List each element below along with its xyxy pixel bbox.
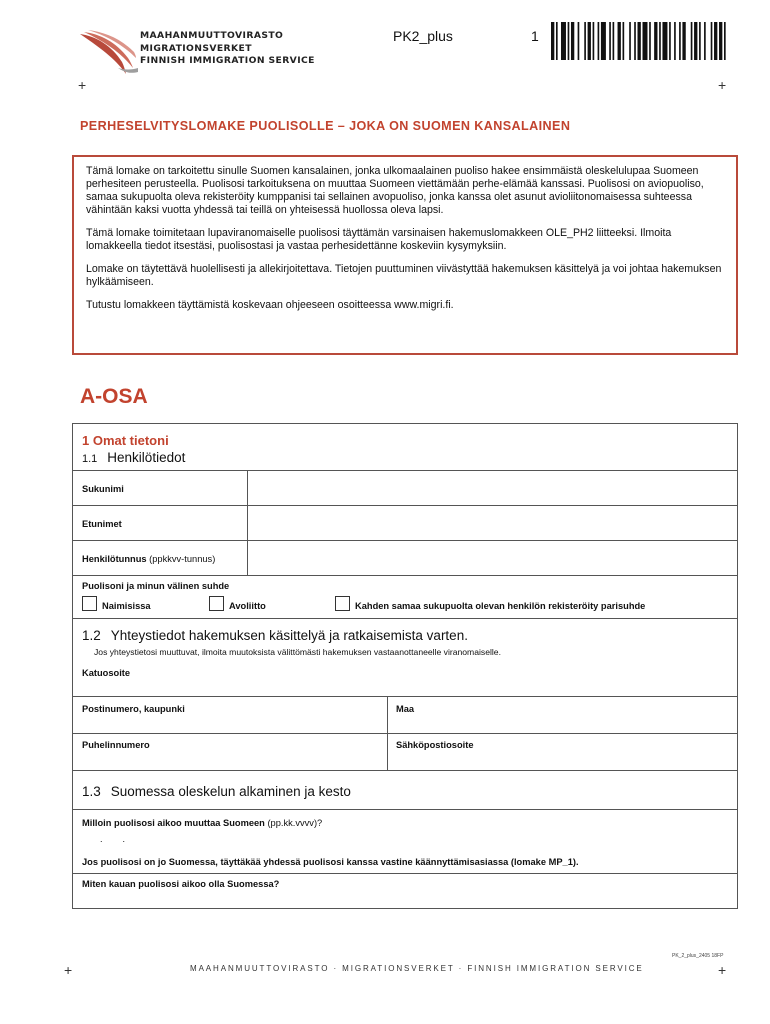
cohabiting-label: Avoliitto: [229, 601, 266, 611]
date-separators[interactable]: ..: [100, 834, 146, 844]
barcode-bar: [669, 22, 671, 60]
surname-label: Sukunimi: [82, 484, 124, 494]
married-checkbox[interactable]: [82, 596, 97, 611]
bird-wing-icon: [78, 28, 138, 76]
already-in-finland-label: Jos puolisosi on jo Suomessa, täyttäkää yhdessä puolisosi kanssa vastine käännyttämisasiassa (lomake MP_1).: [82, 857, 579, 867]
section-1-2-title: Yhteystiedot hakemuksen käsittelyä ja ratkaisemista varten.: [110, 628, 468, 643]
pid-input[interactable]: [248, 541, 737, 575]
barcode-bar: [601, 22, 606, 60]
postal-label: Postinumero, kaupunki: [82, 704, 185, 714]
cohabiting-checkbox[interactable]: [209, 596, 224, 611]
email-label: Sähköpostiosoite: [396, 740, 474, 750]
firstnames-label: Etunimet: [82, 519, 122, 529]
section-1-3-header: [73, 770, 737, 807]
move-date-label: [82, 818, 322, 828]
agency-logo: [78, 24, 318, 80]
barcode-bar: [714, 22, 717, 60]
phone-label: Puhelinnumero: [82, 740, 150, 750]
barcode-bar: [578, 22, 580, 60]
barcode-bar: [588, 22, 591, 60]
firstnames-row: [73, 505, 737, 540]
page-number: 1: [531, 28, 539, 44]
logo-line-en: FINNISH IMMIGRATION SERVICE: [140, 55, 315, 66]
pid-label: [82, 554, 215, 564]
intro-paragraph-3: Lomake on täytettävä huolellisesti ja allekirjoitettava. Tietojen puuttuminen viivästyttää hakemuksen käsittelyä ja voi johtaa hakemuksen hylkäämiseen.: [86, 263, 722, 288]
barcode-bar: [629, 22, 631, 60]
footer-agency-names: MAAHANMUUTTOVIRASTO · MIGRATIONSVERKET · FINNISH IMMIGRATION SERVICE: [190, 964, 644, 973]
barcode-bar: [674, 22, 676, 60]
section-1-3-title: Suomessa oleskelun alkaminen ja kesto: [110, 784, 351, 799]
barcode-bar: [699, 22, 701, 60]
form-section-a: [72, 423, 738, 909]
intro-paragraph-4: Tutustu lomakkeen täyttämistä koskevaan ohjeeseen osoitteessa www.migri.fi.: [86, 299, 454, 311]
intro-paragraph-2: Tämä lomake toimitetaan lupaviranomaiselle puolisosi täyttämän varsinaisen hakemuslomakkeen OLE_PH2 liitteeksi. Ilmoita lomakkeella tiedot itsestäsi, puolisostasi ja vastaa perhesidettänne koskeviin kysymyksiin.: [86, 227, 672, 252]
barcode-bar: [613, 22, 615, 60]
barcode-bar: [724, 22, 726, 60]
crop-mark-top-right: +: [718, 77, 727, 93]
pid-format-hint: (ppkkvv-tunnus): [149, 554, 216, 564]
footer-form-code: PK_2_plus_2405 18FP: [672, 953, 724, 959]
barcode-bar: [568, 22, 570, 60]
surname-input[interactable]: [248, 471, 737, 505]
street-label: Katuosoite: [82, 668, 131, 678]
section-1-2-heading: [82, 628, 468, 643]
barcode-bar: [623, 22, 625, 60]
barcode-bar: [638, 22, 641, 60]
firstnames-input[interactable]: [248, 506, 737, 540]
barcode-bar: [593, 22, 595, 60]
section-1-1-number: 1.1: [82, 453, 98, 465]
crop-mark-top-left: +: [78, 77, 87, 93]
barcode-bar: [679, 22, 681, 60]
divider: [387, 697, 388, 734]
intro-box: [72, 155, 738, 355]
barcode-bar: [584, 22, 586, 60]
form-title: PERHESELVITYSLOMAKE PUOLISOLLE – JOKA ON SUOMEN KANSALAINEN: [80, 119, 571, 133]
barcode-bar: [634, 22, 636, 60]
intro-paragraph-1: Tämä lomake on tarkoitettu sinulle Suomen kansalainen, jonka ulkomaalainen puoliso hakee ensimmäistä oleskelulupaa Suomeen perhesiteen perusteella. Puolisosi tarkoituksena on muuttaa Suomeen viettämään perhe-elämää kanssasi. Puolisosi on aviopuoliso, samaa sukupuolta oleva rekisteröity kumppanisi tai sellainen avopuoliso, jonka kanssa olet asunut avioliitonomaisessa suhteessa vähintään kaksi vuotta yhdessä tai teillä on yhteisessä huollossa oleva lapsi.: [86, 165, 704, 216]
divider: [387, 734, 388, 771]
postal-row: [73, 696, 737, 733]
barcode-bar: [643, 22, 648, 60]
barcode-bar: [609, 22, 611, 60]
barcode-bar: [662, 22, 667, 60]
relationship-label: Puolisoni ja minun välinen suhde: [82, 581, 230, 591]
duration-label: Miten kauan puolisosi aikoo olla Suomessa?: [82, 879, 280, 889]
move-date-hint: (pp.kk.vvvv)?: [267, 818, 323, 828]
country-label: Maa: [396, 704, 415, 714]
logo-text: [140, 30, 315, 68]
duration-row: [73, 873, 737, 910]
registered-partnership-label: Kahden samaa sukupuolta olevan henkilön rekisteröity parisuhde: [355, 601, 646, 611]
barcode-bar: [654, 22, 657, 60]
move-date-row: [73, 809, 737, 849]
surname-row: [73, 470, 737, 505]
barcode-bar: [618, 22, 621, 60]
barcode-bar: [561, 22, 566, 60]
barcode-bar: [598, 22, 600, 60]
section-1-1-heading: [82, 450, 185, 465]
barcode-bar: [571, 22, 574, 60]
barcode-bar: [659, 22, 661, 60]
section-1-2-header: [73, 618, 737, 688]
barcode-bar: [704, 22, 706, 60]
phone-row: [73, 733, 737, 770]
part-title: A-OSA: [80, 385, 148, 408]
barcode-bar: [711, 22, 713, 60]
barcode: [551, 22, 729, 60]
married-label: Naimisissa: [102, 601, 151, 611]
crop-mark-bottom-right: +: [718, 962, 727, 978]
form-code: PK2_plus: [393, 28, 453, 44]
section-1-1-title: Henkilötiedot: [107, 450, 186, 465]
move-date-label-text: Milloin puolisosi aikoo muuttaa Suomeen: [82, 818, 265, 828]
registered-partnership-checkbox[interactable]: [335, 596, 350, 611]
section-1-3-heading: [82, 784, 351, 799]
pid-row: [73, 540, 737, 575]
barcode-bar: [691, 22, 693, 60]
crop-mark-bottom-left: +: [64, 962, 73, 978]
section-1-3-number: 1.3: [82, 784, 101, 799]
logo-line-sv: MIGRATIONSVERKET: [140, 42, 252, 54]
barcode-bar: [682, 22, 685, 60]
logo-line-fi: MAAHANMUUTTOVIRASTO: [140, 30, 284, 41]
already-in-finland-row: [73, 849, 737, 875]
barcode-bar: [551, 22, 554, 60]
barcode-bar: [649, 22, 651, 60]
contact-change-note: Jos yhteystietosi muuttuvat, ilmoita muutoksista välittömästi hakemuksen vastaanottaneelle viranomaiselle.: [94, 647, 501, 657]
barcode-bar: [556, 22, 558, 60]
section-1-title: 1 Omat tietoni: [82, 433, 169, 448]
barcode-bar: [694, 22, 697, 60]
relationship-row: [73, 575, 737, 618]
barcode-bar: [719, 22, 722, 60]
section-1-2-number: 1.2: [82, 628, 101, 643]
pid-label-text: Henkilötunnus: [82, 554, 147, 564]
